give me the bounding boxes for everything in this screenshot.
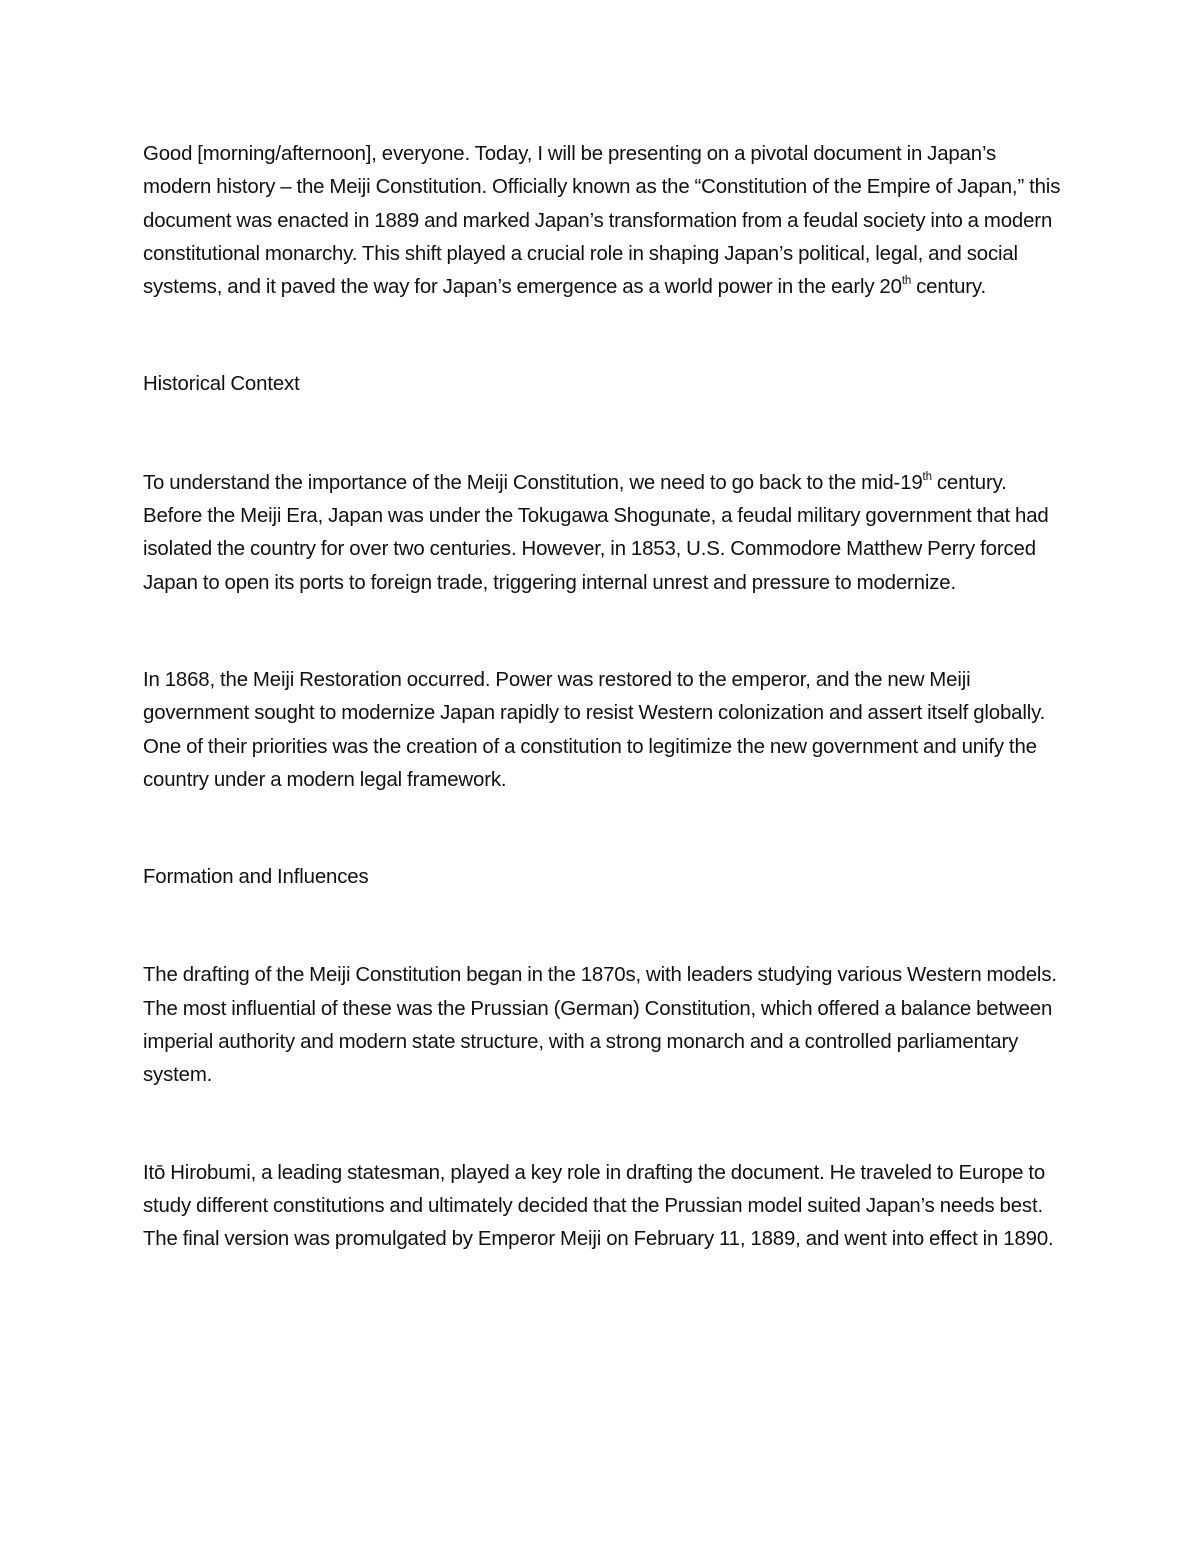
document-body	[143, 138, 1063, 1257]
spacer	[143, 402, 1063, 467]
historical-context-paragraph-2: In 1868, the Meiji Restoration occurred. Power was restored to the emperor, and the new Meiji government sought to modernize Japan rapidly to resist Western colonization and assert itself globally. One of their priorities was the creation of a constitution to legitimize the new government and unify the country under a modern legal framework.	[143, 668, 1046, 791]
historical-text-end: century. Before the Meiji Era, Japan was under the Tokugawa Shogunate, a feudal military government that had isolated the country for over two centuries. However, in 1853, U.S. Commodore Matthew Perry forced Japan to open its ports to foreign trade, triggering internal unrest and pressure to modernize.	[143, 471, 1049, 594]
spacer	[143, 797, 1063, 861]
intro-text: Good [morning/afternoon], everyone. Today, I will be presenting on a pivotal document in Japan’s modern history – the Meiji Constitution. Officially known as the “Constitution of the Empire of Japan,” this document was enacted in 1889 and marked Japan’s transformation from a feudal society into a modern constitutional monarchy. This shift played a crucial role in shaping Japan’s political, legal, and social systems, and it paved the way for Japan’s emergence as a world power in the early 20	[143, 143, 1061, 299]
section-heading-historical-context: Historical Context	[143, 373, 300, 396]
intro-superscript: th	[901, 275, 912, 288]
section-heading-formation-and-influences: Formation and Influences	[143, 866, 369, 889]
historical-text: To understand the importance of the Meiji Constitution, we need to go back to the mid-19	[143, 471, 923, 494]
formation-paragraph-1: The drafting of the Meiji Constitution began in the 1870s, with leaders studying various Western models. The most influential of these was the Prussian (German) Constitution, which offered a balance between imperial authority and modern state structure, with a strong monarch and a controlled parliamentary system.	[143, 964, 1057, 1087]
historical-superscript: th	[922, 470, 932, 483]
spacer	[143, 304, 1063, 368]
intro-text-end: century.	[911, 276, 986, 299]
spacer	[143, 894, 1063, 959]
historical-context-paragraph-1	[143, 467, 1063, 600]
intro-paragraph	[143, 138, 1063, 304]
spacer	[143, 1093, 1063, 1157]
spacer	[143, 600, 1063, 664]
formation-paragraph-2: Itō Hirobumi, a leading statesman, played a key role in drafting the document. He traveled to Europe to study different constitutions and ultimately decided that the Prussian model suited Japan’s needs best. The final version was promulgated by Emperor Meiji on February 11, 1889, and went into effect in 1890.	[143, 1161, 1054, 1251]
